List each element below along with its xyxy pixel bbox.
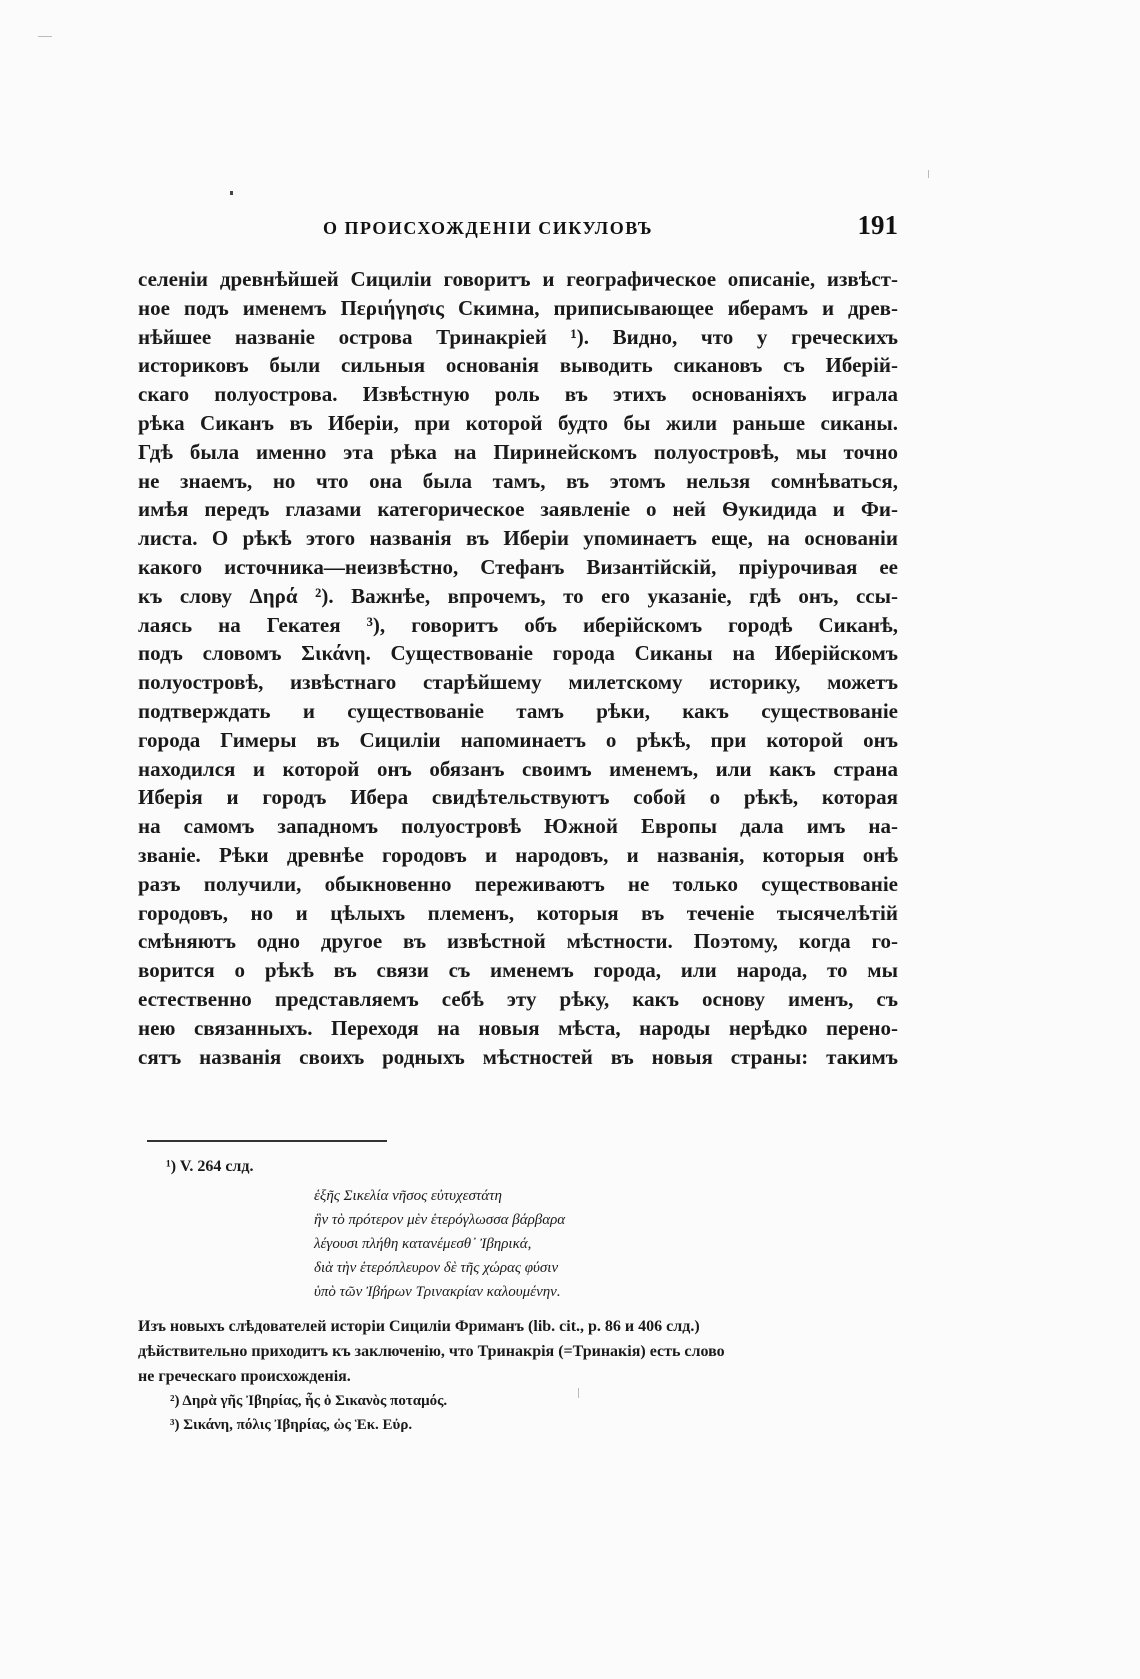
text-line: имѣя передъ глазами категорическое заявленіе о ней Ѳукидида и Фи- — [138, 497, 898, 522]
greek-line: ἑξῆς Σικελία νῆσος εὐτυχεστάτη — [314, 1188, 502, 1204]
scan-dot-mark — [230, 191, 233, 195]
text-line: разъ получили, обыкновенно переживаютъ не только существованіе — [138, 871, 898, 896]
greek-line: ἣν τὸ πρότερον μὲν ἑτερόγλωσσα βάρβαρα — [314, 1212, 566, 1228]
greek-line: διὰ τὴν ἑτερόπλευρον δὲ τῆς χώρας φύσιν — [314, 1260, 559, 1276]
greek-line: λέγουσι πλήθη κατανέμεσθ᾽ Ἰβηρικά, — [314, 1236, 532, 1252]
text-line: на самомъ западномъ полуостровѣ Южной Европы дала имъ на- — [138, 814, 898, 839]
text-line: подтверждать и существованіе тамъ рѣки, какъ существованіе — [138, 698, 898, 723]
text-line: городовъ, но и цѣлыхъ племенъ, которыя въ теченіе тысячелѣтій — [138, 900, 898, 925]
page-number: 191 — [857, 210, 898, 240]
text-line: находился и которой онъ обязанъ своимъ именемъ, или какъ страна — [138, 756, 898, 781]
main-text — [138, 265, 898, 1071]
greek-line: ὑπὸ τῶν Ἰβήρων Τρινακρίαν καλουμένην. — [314, 1284, 561, 1300]
text-line: полуостровѣ, извѣстнаго старѣйшему милетскому историку, можетъ — [138, 670, 898, 695]
text-line: лаясь на Гекатея ³), говоритъ объ иберійскомъ городѣ Сиканѣ, — [138, 612, 898, 637]
running-head: О ПРОИСХОЖДЕНІИ СИКУЛОВЪ — [323, 218, 654, 238]
text-line: не знаемъ, но что она была тамъ, въ этомъ нельзя сомнѣваться, — [138, 468, 898, 493]
text-line: Гдѣ была именно эта рѣка на Пиринейскомъ полуостровѣ, мы точно — [138, 439, 898, 464]
text-line: нею связанныхъ. Переходя на новыя мѣста, народы нерѣдко перено- — [138, 1015, 898, 1040]
text-line: историковъ были сильныя основанія выводить сикановъ съ Иберій- — [138, 353, 898, 378]
text-line: подъ словомъ Σικάνη. Существованіе города Сиканы на Иберійскомъ — [138, 641, 898, 666]
footnote-3: ³) Σικάνη, πόλις Ἰβηρίας, ὡς Ἑκ. Εὐρ. — [170, 1417, 413, 1433]
text-line: смѣняютъ одно другое въ извѣстной мѣстности. Поэтому, когда го- — [138, 929, 898, 954]
text-line: какого источника—неизвѣстно, Стефанъ Византійскій, пріурочивая ее — [138, 554, 898, 579]
text-line: Иберія и городъ Ибера свидѣтельствуютъ собой о рѣкѣ, которая — [138, 785, 898, 810]
text-line: листа. О рѣкѣ этого названія въ Иберіи упоминаетъ еще, на основаніи — [138, 526, 898, 551]
text-line: званіе. Рѣки древнѣе городовъ и народовъ, и названія, которыя онѣ — [138, 842, 898, 867]
text-line: естественно представляемъ себѣ эту рѣку, какъ основу именъ, съ — [138, 986, 898, 1011]
text-line: къ слову Δηρά ²). Важнѣе, впрочемъ, то его указаніе, гдѣ онъ, ссы- — [138, 583, 898, 608]
text-line: скаго полуострова. Извѣстную роль въ этихъ основаніяхъ играла — [138, 382, 898, 407]
text-line: нѣйшее названіе острова Тринакріей ¹). Видно, что у греческихъ — [138, 324, 898, 349]
footnote-line: не греческаго происхожденія. — [138, 1368, 351, 1385]
text-line: селеніи древнѣйшей Сициліи говоритъ и географическое описаніе, извѣст- — [138, 267, 898, 291]
greek-quotation — [138, 1184, 898, 1304]
footnote-line: дѣйствительно приходитъ къ заключенію, что Тринакрія (=Тринакія) есть слово — [138, 1343, 725, 1360]
footnote-line: Изъ новыхъ слѣдователей исторіи Сициліи Фриманъ (lib. cit., p. 86 и 406 слд.) — [138, 1318, 700, 1335]
footnote-separator — [147, 1140, 387, 1142]
footnote-1-text — [138, 1314, 898, 1389]
text-line: рѣка Сиканъ въ Иберіи, при которой будто бы жили раньше сиканы. — [138, 410, 898, 435]
page-header — [138, 210, 898, 250]
text-line: ворится о рѣкѣ въ связи съ именемъ города, или народа, то мы — [138, 958, 898, 983]
text-line: города Гимеры въ Сициліи напоминаетъ о рѣкѣ, при которой онъ — [138, 727, 898, 752]
footnotes — [138, 1158, 898, 1437]
text-line: сятъ названія своихъ родныхъ мѣстностей въ новыя страны: такимъ — [138, 1044, 898, 1069]
text-line: ное подъ именемъ Περιήγησις Скимна, приписывающее иберамъ и древ- — [138, 295, 898, 320]
footnote-1-ref: ¹) V. 264 слд. — [166, 1158, 254, 1175]
footnote-2: ²) Δηρὰ γῆς Ἰβηρίας, ἧς ὁ Σικανὸς ποταμός. — [170, 1393, 448, 1409]
scan-dash-mark — [38, 36, 52, 37]
scan-tick-mark — [928, 170, 929, 178]
